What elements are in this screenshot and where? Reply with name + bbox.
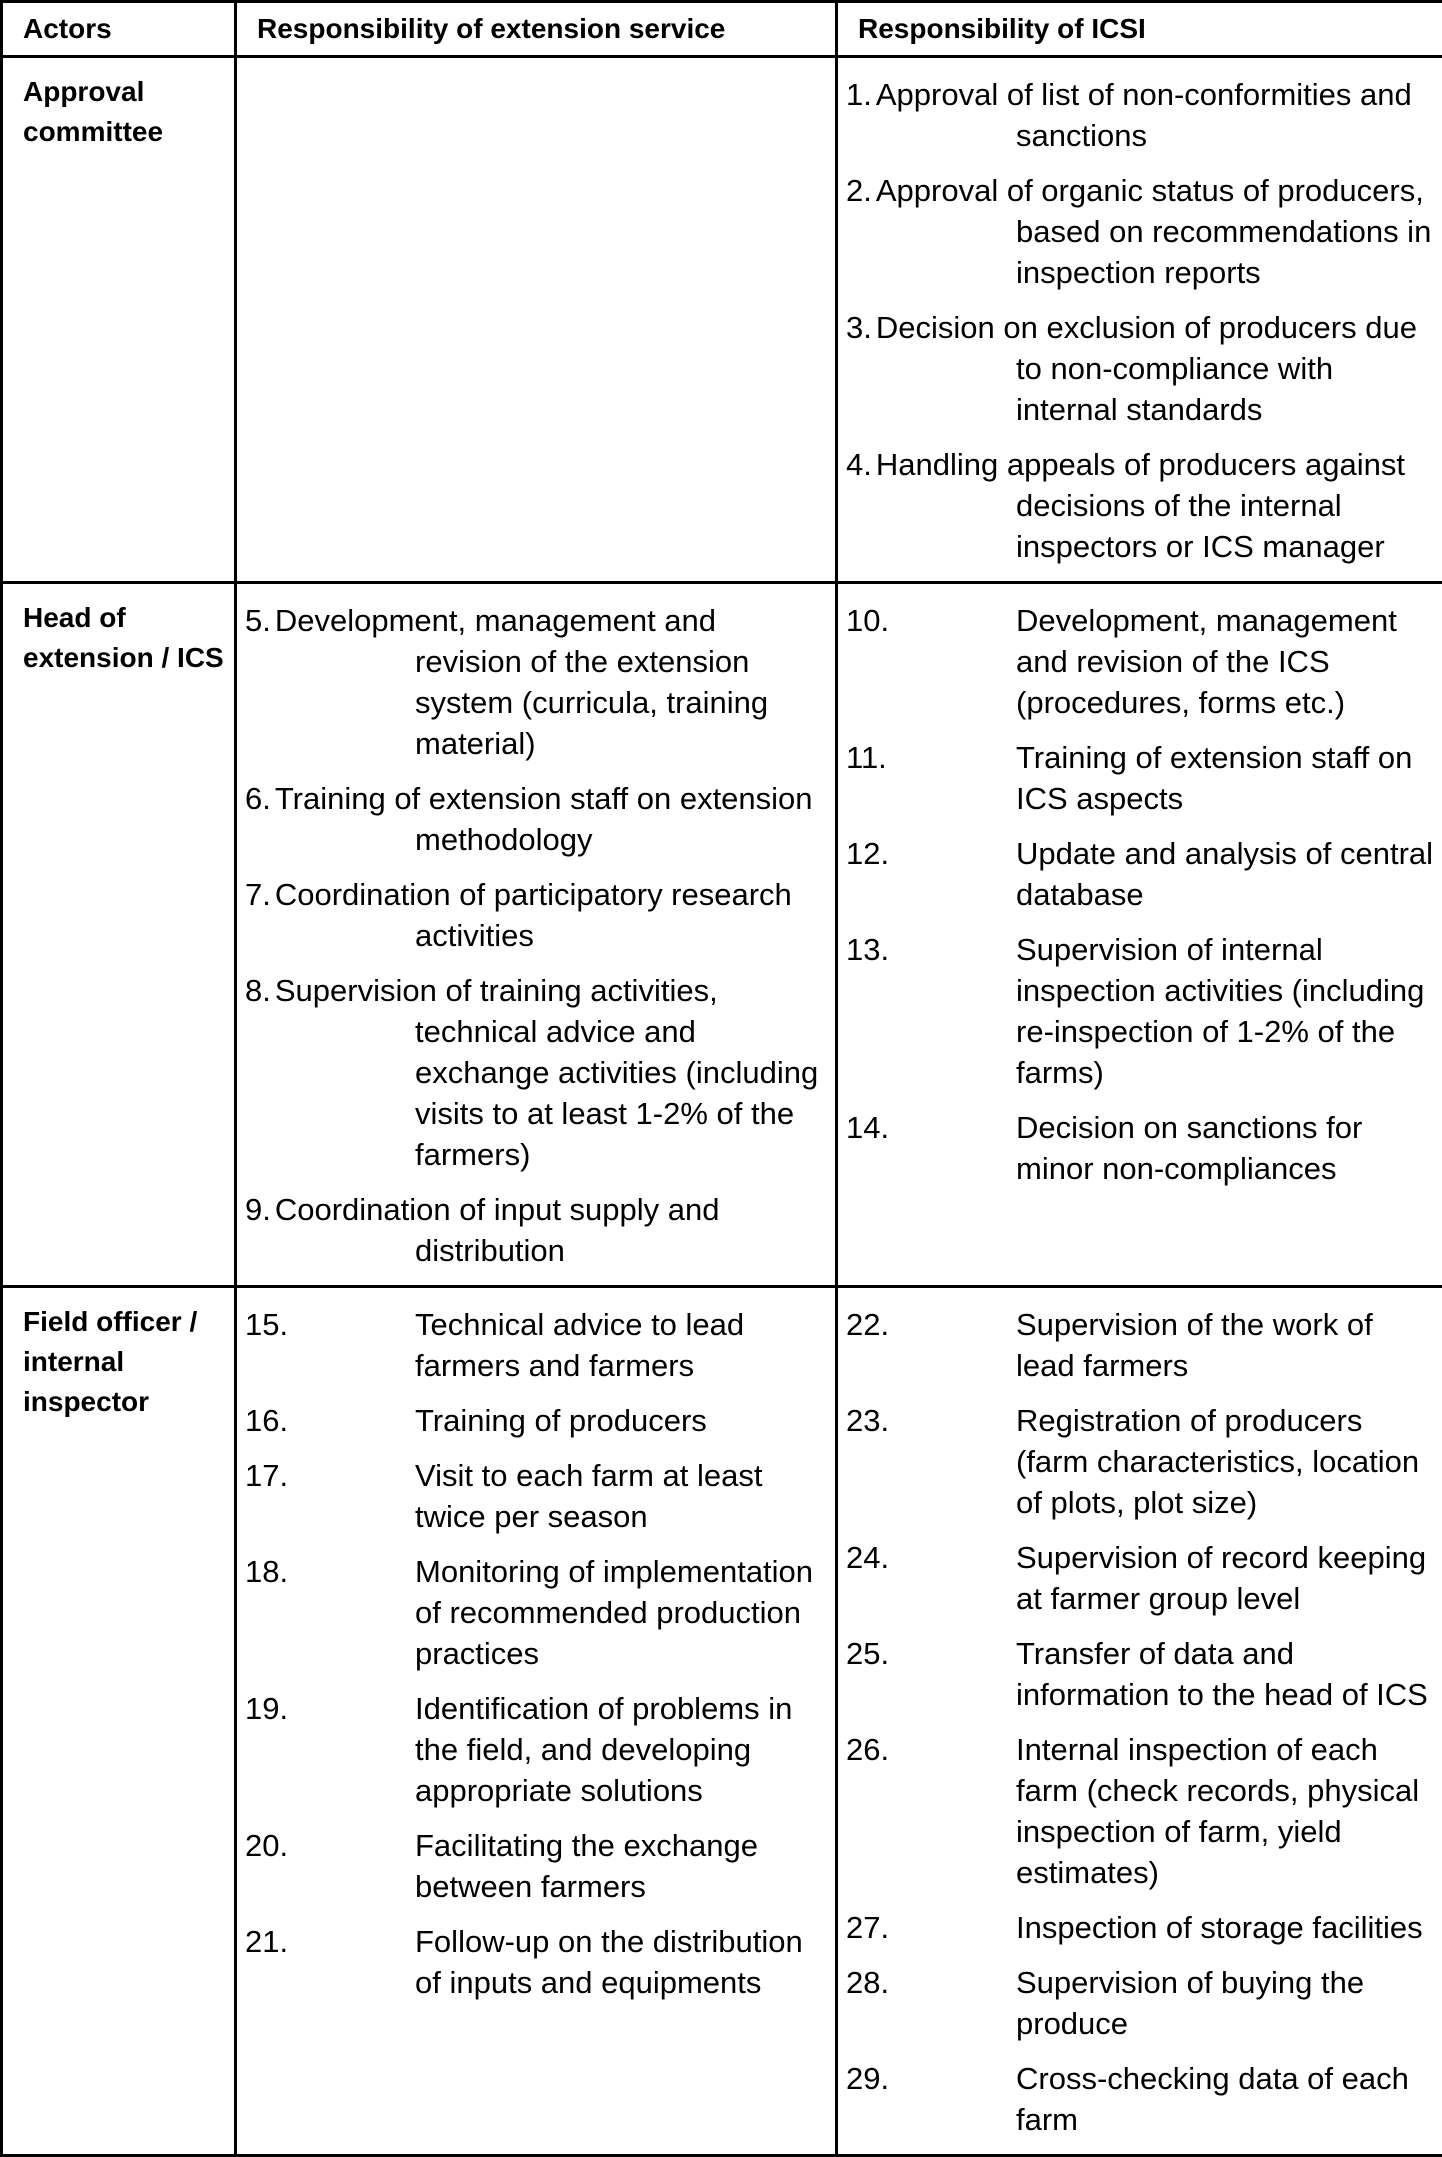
item-number: 4. (846, 444, 872, 485)
item-number: 6. (245, 778, 271, 819)
item-number: 5. (245, 600, 271, 641)
list-item (245, 600, 827, 764)
item-text: Registration of producers (farm characteristics, location of plots, plot size) (1016, 1400, 1434, 1523)
actor-cell: Approval committee (2, 57, 236, 583)
table-row (2, 57, 1442, 583)
icsi-cell (837, 57, 1442, 583)
list-item (245, 1400, 827, 1441)
item-text: Transfer of data and information to the head of ICS (1016, 1633, 1434, 1715)
item-number: 24. (846, 1537, 1016, 1619)
header-extension: Responsibility of extension service (236, 2, 837, 57)
header-icsi: Responsibility of ICSI (837, 2, 1442, 57)
list-item (846, 74, 1434, 156)
item-number: 29. (846, 2058, 1016, 2140)
extension-cell (236, 1287, 837, 2156)
list-item (846, 1907, 1434, 1948)
header-row (2, 2, 1442, 57)
item-text: Development, management and revision of the ICS (procedures, forms etc.) (1016, 600, 1434, 723)
header-actors: Actors (2, 2, 236, 57)
item-number: 18. (245, 1551, 415, 1674)
item-number: 17. (245, 1455, 415, 1537)
item-text: Decision on exclusion of producers due to non-compliance with internal standards (876, 310, 1417, 427)
actor-cell: Field officer / internal inspector (2, 1287, 236, 2156)
list-item (846, 833, 1434, 915)
item-number: 14. (846, 1107, 1016, 1189)
item-text: Facilitating the exchange between farmers (415, 1825, 827, 1907)
item-text: Follow-up on the distribution of inputs and equipments (415, 1921, 827, 2003)
item-number: 7. (245, 874, 271, 915)
list-item (846, 737, 1434, 819)
list-item (846, 1107, 1434, 1189)
item-number: 15. (245, 1304, 415, 1386)
item-text: Update and analysis of central database (1016, 833, 1434, 915)
list-item (846, 170, 1434, 293)
list-item (245, 778, 827, 860)
list-item (846, 1962, 1434, 2044)
list-item (245, 970, 827, 1175)
item-number: 8. (245, 970, 271, 1011)
item-text: Identification of problems in the field, and developing appropriate solutions (415, 1688, 827, 1811)
item-number: 28. (846, 1962, 1016, 2044)
list-item (846, 444, 1434, 567)
list-item (245, 1688, 827, 1811)
list-item (245, 1189, 827, 1271)
item-number: 23. (846, 1400, 1016, 1523)
item-text: Internal inspection of each farm (check records, physical inspection of farm, yield estimates) (1016, 1729, 1434, 1893)
list-item (846, 600, 1434, 723)
item-text: Monitoring of implementation of recommended production practices (415, 1551, 827, 1674)
actor-cell: Head of extension / ICS (2, 583, 236, 1287)
list-item (245, 1921, 827, 2003)
item-text: Supervision of internal inspection activities (including re-inspection of 1-2% of the farms) (1016, 929, 1434, 1093)
item-text: Training of extension staff on extension methodology (275, 781, 813, 857)
list-item (846, 307, 1434, 430)
icsi-cell (837, 583, 1442, 1287)
item-number: 25. (846, 1633, 1016, 1715)
item-text: Training of extension staff on ICS aspects (1016, 737, 1434, 819)
item-number: 26. (846, 1729, 1016, 1893)
icsi-cell (837, 1287, 1442, 2156)
item-text: Approval of organic status of producers, based on recommendations in inspection reports (876, 173, 1431, 290)
item-number: 1. (846, 74, 872, 115)
item-number: 12. (846, 833, 1016, 915)
item-number: 3. (846, 307, 872, 348)
item-text: Decision on sanctions for minor non-compliances (1016, 1107, 1434, 1189)
list-item (245, 1455, 827, 1537)
item-number: 20. (245, 1825, 415, 1907)
item-text: Coordination of input supply and distribution (275, 1192, 720, 1268)
list-item (245, 1304, 827, 1386)
item-number: 2. (846, 170, 872, 211)
list-item (846, 2058, 1434, 2140)
item-text: Supervision of training activities, technical advice and exchange activities (including visits to at least 1-2% of the farmers) (275, 973, 818, 1172)
item-number: 16. (245, 1400, 415, 1441)
table-row (2, 583, 1442, 1287)
list-item (846, 1729, 1434, 1893)
item-text: Coordination of participatory research activities (275, 877, 792, 953)
item-text: Technical advice to lead farmers and farmers (415, 1304, 827, 1386)
list-item (245, 1551, 827, 1674)
item-number: 13. (846, 929, 1016, 1093)
item-text: Handling appeals of producers against decisions of the internal inspectors or ICS manager (876, 447, 1405, 564)
item-number: 11. (846, 737, 1016, 819)
list-item (245, 874, 827, 956)
item-text: Development, management and revision of the extension system (curricula, training material) (275, 603, 768, 761)
item-number: 19. (245, 1688, 415, 1811)
list-item (846, 1633, 1434, 1715)
list-item (846, 1537, 1434, 1619)
item-number: 9. (245, 1189, 271, 1230)
item-text: Supervision of the work of lead farmers (1016, 1304, 1434, 1386)
item-number: 27. (846, 1907, 1016, 1948)
list-item (846, 1400, 1434, 1523)
item-text: Inspection of storage facilities (1016, 1907, 1434, 1948)
list-item (846, 929, 1434, 1093)
list-item (846, 1304, 1434, 1386)
extension-cell (236, 583, 837, 1287)
item-text: Visit to each farm at least twice per season (415, 1455, 827, 1537)
table-row (2, 1287, 1442, 2156)
item-text: Training of producers (415, 1400, 827, 1441)
item-number: 10. (846, 600, 1016, 723)
item-number: 21. (245, 1921, 415, 2003)
extension-cell (236, 57, 837, 583)
item-text: Cross-checking data of each farm (1016, 2058, 1434, 2140)
item-text: Supervision of record keeping at farmer group level (1016, 1537, 1434, 1619)
item-text: Approval of list of non-conformities and sanctions (876, 77, 1412, 153)
list-item (245, 1825, 827, 1907)
item-number: 22. (846, 1304, 1016, 1386)
item-text: Supervision of buying the produce (1016, 1962, 1434, 2044)
